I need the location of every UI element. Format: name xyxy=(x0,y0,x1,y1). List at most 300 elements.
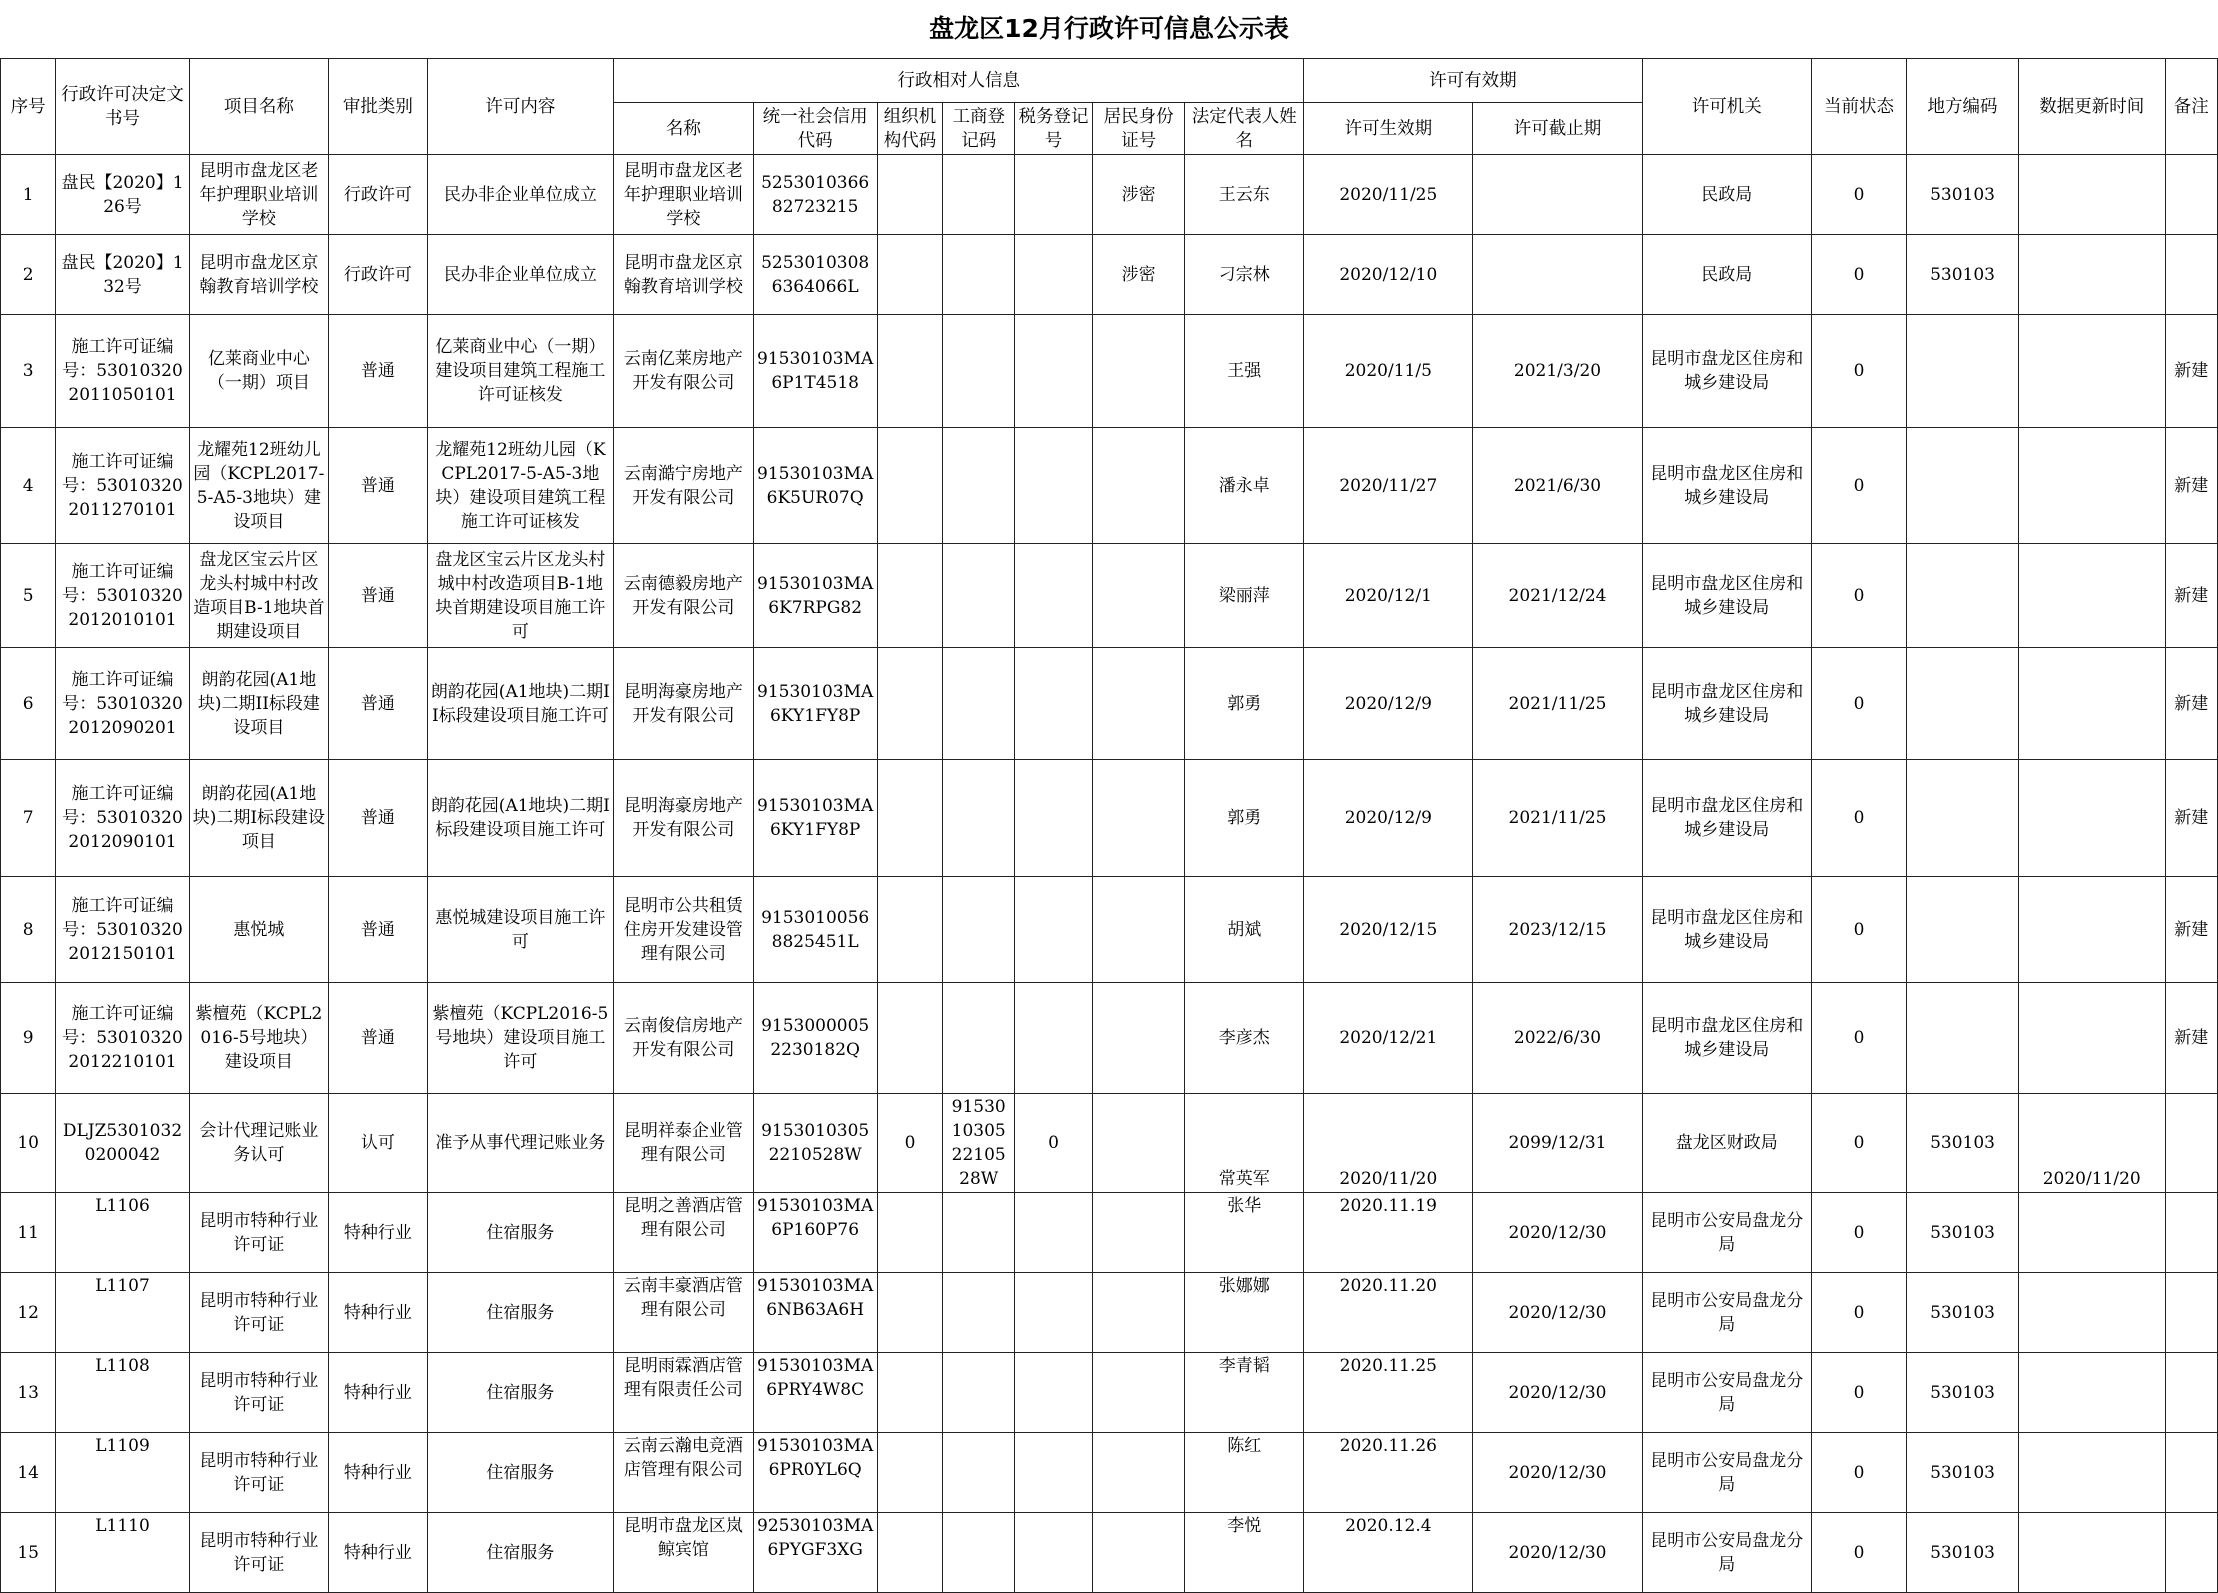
cell-project[interactable]: 昆明市盘龙区老年护理职业培训学校 xyxy=(189,155,328,235)
cell-authority[interactable]: 昆明市公安局盘龙分局 xyxy=(1642,1433,1811,1513)
cell-status[interactable]: 0 xyxy=(1811,1193,1906,1273)
license-table xyxy=(0,58,2218,1593)
cell-seq[interactable]: 13 xyxy=(1,1353,56,1433)
cell-authority[interactable]: 昆明市盘龙区住房和城乡建设局 xyxy=(1642,428,1811,544)
cell-tax-reg[interactable] xyxy=(1015,983,1093,1094)
cell-legal-rep[interactable]: 陈红 xyxy=(1185,1433,1304,1513)
cell-legal-rep[interactable]: 刁宗林 xyxy=(1185,235,1304,315)
cell-status[interactable]: 0 xyxy=(1811,155,1906,235)
cell-project[interactable]: 龙耀苑12班幼儿园（KCPL2017-5-A5-3地块）建设项目 xyxy=(189,428,328,544)
cell-remark[interactable] xyxy=(2165,1433,2217,1513)
cell-seq[interactable]: 7 xyxy=(1,760,56,877)
cell-credit-code[interactable]: 91530103MA6PR0YL6Q xyxy=(753,1433,877,1513)
cell-authority[interactable]: 昆明市盘龙区住房和城乡建设局 xyxy=(1642,315,1811,428)
cell-id-no[interactable] xyxy=(1093,877,1185,983)
cell-name[interactable]: 云南亿莱房地产开发有限公司 xyxy=(614,315,753,428)
cell-biz-reg[interactable] xyxy=(943,235,1015,315)
cell-valid-to[interactable]: 2021/3/20 xyxy=(1473,315,1642,428)
cell-status[interactable]: 0 xyxy=(1811,1094,1906,1193)
cell-legal-rep[interactable]: 潘永卓 xyxy=(1185,428,1304,544)
cell-doc-no[interactable]: 施工许可证编号：530103202012090201 xyxy=(56,648,189,760)
cell-content[interactable]: 盘龙区宝云片区龙头村城中村改造项目B-1地块首期建设项目施工许可 xyxy=(427,544,614,648)
cell-name[interactable]: 昆明市盘龙区老年护理职业培训学校 xyxy=(614,155,753,235)
cell-valid-to[interactable]: 2021/11/25 xyxy=(1473,648,1642,760)
cell-biz-reg[interactable] xyxy=(943,315,1015,428)
cell-content[interactable]: 住宿服务 xyxy=(427,1193,614,1273)
cell-biz-reg[interactable] xyxy=(943,1433,1015,1513)
cell-updated[interactable] xyxy=(2018,1273,2165,1353)
cell-authority[interactable]: 昆明市公安局盘龙分局 xyxy=(1642,1513,1811,1593)
cell-approval-type[interactable]: 普通 xyxy=(329,877,427,983)
header-id-no: 居民身份证号 xyxy=(1093,103,1185,155)
cell-remark[interactable]: 新建 xyxy=(2165,648,2217,760)
cell-tax-reg[interactable] xyxy=(1015,1353,1093,1433)
cell-project[interactable]: 亿莱商业中心（一期）项目 xyxy=(189,315,328,428)
cell-credit-code[interactable]: 525301036682723215 xyxy=(753,155,877,235)
cell-region-code[interactable]: 530103 xyxy=(1907,1353,2019,1433)
header-authority: 许可机关 xyxy=(1642,59,1811,155)
cell-org-code[interactable] xyxy=(877,877,943,983)
cell-legal-rep[interactable]: 梁丽萍 xyxy=(1185,544,1304,648)
cell-org-code[interactable] xyxy=(877,155,943,235)
cell-status[interactable]: 0 xyxy=(1811,1513,1906,1593)
cell-valid-from[interactable]: 2020/11/25 xyxy=(1304,155,1473,235)
table-row xyxy=(1,1193,2218,1273)
cell-name[interactable]: 云南丰豪酒店管理有限公司 xyxy=(614,1273,753,1353)
cell-authority[interactable]: 昆明市公安局盘龙分局 xyxy=(1642,1273,1811,1353)
cell-org-code[interactable] xyxy=(877,1273,943,1353)
cell-content[interactable]: 住宿服务 xyxy=(427,1273,614,1353)
cell-updated[interactable] xyxy=(2018,1193,2165,1273)
cell-legal-rep[interactable]: 李悦 xyxy=(1185,1513,1304,1593)
cell-content[interactable]: 朗韵花园(A1地块)二期I标段建设项目施工许可 xyxy=(427,760,614,877)
cell-seq[interactable]: 4 xyxy=(1,428,56,544)
cell-project[interactable]: 昆明市特种行业许可证 xyxy=(189,1433,328,1513)
cell-seq[interactable]: 15 xyxy=(1,1513,56,1593)
cell-region-code[interactable]: 530103 xyxy=(1907,1193,2019,1273)
cell-legal-rep[interactable]: 张娜娜 xyxy=(1185,1273,1304,1353)
cell-region-code[interactable]: 530103 xyxy=(1907,1273,2019,1353)
cell-approval-type[interactable]: 特种行业 xyxy=(329,1193,427,1273)
table-row xyxy=(1,428,2218,544)
cell-authority[interactable]: 盘龙区财政局 xyxy=(1642,1094,1811,1193)
cell-content[interactable]: 龙耀苑12班幼儿园（KCPL2017-5-A5-3地块）建设项目建筑工程施工许可证核发 xyxy=(427,428,614,544)
cell-id-no[interactable] xyxy=(1093,1433,1185,1513)
cell-id-no[interactable] xyxy=(1093,648,1185,760)
cell-authority[interactable]: 民政局 xyxy=(1642,155,1811,235)
cell-credit-code[interactable]: 91530103MA6P1T4518 xyxy=(753,315,877,428)
cell-updated[interactable] xyxy=(2018,1353,2165,1433)
cell-name[interactable]: 昆明海豪房地产开发有限公司 xyxy=(614,648,753,760)
cell-updated[interactable] xyxy=(2018,235,2165,315)
header-biz-reg: 工商登记码 xyxy=(943,103,1015,155)
cell-id-no[interactable] xyxy=(1093,1353,1185,1433)
cell-region-code[interactable]: 530103 xyxy=(1907,1513,2019,1593)
cell-region-code[interactable]: 530103 xyxy=(1907,1433,2019,1513)
cell-region-code[interactable] xyxy=(1907,648,2019,760)
cell-valid-from[interactable]: 2020/12/21 xyxy=(1304,983,1473,1094)
cell-updated[interactable] xyxy=(2018,760,2165,877)
cell-seq[interactable]: 12 xyxy=(1,1273,56,1353)
cell-content[interactable]: 准予从事代理记账业务 xyxy=(427,1094,614,1193)
cell-tax-reg[interactable] xyxy=(1015,1513,1093,1593)
cell-status[interactable]: 0 xyxy=(1811,1353,1906,1433)
cell-valid-to[interactable]: 2020/12/30 xyxy=(1473,1193,1642,1273)
cell-content[interactable]: 住宿服务 xyxy=(427,1353,614,1433)
cell-seq[interactable]: 10 xyxy=(1,1094,56,1193)
table-row xyxy=(1,1273,2218,1353)
cell-valid-to[interactable]: 2022/6/30 xyxy=(1473,983,1642,1094)
cell-approval-type[interactable]: 普通 xyxy=(329,760,427,877)
cell-legal-rep[interactable]: 常英军 xyxy=(1185,1094,1304,1193)
cell-approval-type[interactable]: 认可 xyxy=(329,1094,427,1193)
cell-tax-reg[interactable] xyxy=(1015,1193,1093,1273)
cell-doc-no[interactable]: DLJZ53010320200042 xyxy=(56,1094,189,1193)
cell-authority[interactable]: 昆明市公安局盘龙分局 xyxy=(1642,1353,1811,1433)
cell-tax-reg[interactable] xyxy=(1015,315,1093,428)
cell-tax-reg[interactable] xyxy=(1015,428,1093,544)
cell-valid-to[interactable]: 2020/12/30 xyxy=(1473,1273,1642,1353)
cell-valid-to[interactable]: 2021/6/30 xyxy=(1473,428,1642,544)
cell-region-code[interactable]: 530103 xyxy=(1907,155,2019,235)
cell-approval-type[interactable]: 普通 xyxy=(329,544,427,648)
cell-doc-no[interactable]: 盘民【2020】126号 xyxy=(56,155,189,235)
cell-valid-from[interactable]: 2020/12/9 xyxy=(1304,760,1473,877)
cell-doc-no[interactable]: 盘民【2020】132号 xyxy=(56,235,189,315)
cell-org-code[interactable] xyxy=(877,983,943,1094)
cell-name[interactable]: 云南德毅房地产开发有限公司 xyxy=(614,544,753,648)
cell-legal-rep[interactable]: 李青韬 xyxy=(1185,1353,1304,1433)
cell-remark[interactable] xyxy=(2165,235,2217,315)
table-row xyxy=(1,877,2218,983)
cell-updated[interactable] xyxy=(2018,428,2165,544)
cell-tax-reg[interactable] xyxy=(1015,877,1093,983)
cell-biz-reg[interactable] xyxy=(943,155,1015,235)
cell-project[interactable]: 昆明市盘龙区京翰教育培训学校 xyxy=(189,235,328,315)
cell-valid-to[interactable]: 2021/12/24 xyxy=(1473,544,1642,648)
cell-org-code[interactable]: 0 xyxy=(877,1094,943,1193)
cell-doc-no[interactable]: 施工许可证编号：530103202011270101 xyxy=(56,428,189,544)
cell-valid-from[interactable]: 2020/11/27 xyxy=(1304,428,1473,544)
cell-approval-type[interactable]: 行政许可 xyxy=(329,155,427,235)
cell-seq[interactable]: 8 xyxy=(1,877,56,983)
cell-name[interactable]: 云南澔宁房地产开发有限公司 xyxy=(614,428,753,544)
cell-legal-rep[interactable]: 李彦杰 xyxy=(1185,983,1304,1094)
cell-valid-from[interactable]: 2020/11/5 xyxy=(1304,315,1473,428)
cell-content[interactable]: 紫檀苑（KCPL2016-5号地块）建设项目施工许可 xyxy=(427,983,614,1094)
cell-authority[interactable]: 昆明市盘龙区住房和城乡建设局 xyxy=(1642,544,1811,648)
cell-legal-rep[interactable]: 胡斌 xyxy=(1185,877,1304,983)
cell-name[interactable]: 昆明祥泰企业管理有限公司 xyxy=(614,1094,753,1193)
cell-updated[interactable] xyxy=(2018,155,2165,235)
cell-name[interactable]: 昆明海豪房地产开发有限公司 xyxy=(614,760,753,877)
cell-remark[interactable]: 新建 xyxy=(2165,877,2217,983)
cell-biz-reg[interactable] xyxy=(943,1193,1015,1273)
cell-credit-code[interactable]: 91530103MA6PRY4W8C xyxy=(753,1353,877,1433)
cell-seq[interactable]: 2 xyxy=(1,235,56,315)
cell-doc-no[interactable]: 施工许可证编号：530103202011050101 xyxy=(56,315,189,428)
header-content: 许可内容 xyxy=(427,59,614,155)
cell-status[interactable]: 0 xyxy=(1811,315,1906,428)
cell-seq[interactable]: 1 xyxy=(1,155,56,235)
cell-remark[interactable]: 新建 xyxy=(2165,428,2217,544)
cell-tax-reg[interactable] xyxy=(1015,648,1093,760)
cell-status[interactable]: 0 xyxy=(1811,428,1906,544)
cell-credit-code[interactable]: 91530103MA6K7RPG82 xyxy=(753,544,877,648)
cell-id-no[interactable]: 涉密 xyxy=(1093,235,1185,315)
cell-org-code[interactable] xyxy=(877,1193,943,1273)
cell-approval-type[interactable]: 行政许可 xyxy=(329,235,427,315)
cell-valid-from[interactable]: 2020.11.20 xyxy=(1304,1273,1473,1353)
cell-id-no[interactable] xyxy=(1093,544,1185,648)
cell-doc-no[interactable]: L1106 xyxy=(56,1193,189,1273)
cell-updated[interactable] xyxy=(2018,877,2165,983)
cell-doc-no[interactable]: L1109 xyxy=(56,1433,189,1513)
cell-approval-type[interactable]: 特种行业 xyxy=(329,1433,427,1513)
cell-valid-from[interactable]: 2020.11.19 xyxy=(1304,1193,1473,1273)
cell-org-code[interactable] xyxy=(877,760,943,877)
cell-approval-type[interactable]: 普通 xyxy=(329,315,427,428)
cell-credit-code[interactable]: 91530000052230182Q xyxy=(753,983,877,1094)
cell-remark[interactable]: 新建 xyxy=(2165,760,2217,877)
cell-valid-to[interactable]: 2099/12/31 xyxy=(1473,1094,1642,1193)
cell-status[interactable]: 0 xyxy=(1811,1273,1906,1353)
cell-legal-rep[interactable]: 郭勇 xyxy=(1185,648,1304,760)
cell-region-code[interactable] xyxy=(1907,877,2019,983)
cell-valid-from[interactable]: 2020/12/9 xyxy=(1304,648,1473,760)
cell-legal-rep[interactable]: 郭勇 xyxy=(1185,760,1304,877)
cell-credit-code[interactable]: 91530103MA6KY1FY8P xyxy=(753,648,877,760)
cell-id-no[interactable] xyxy=(1093,1193,1185,1273)
cell-id-no[interactable] xyxy=(1093,1094,1185,1193)
cell-approval-type[interactable]: 普通 xyxy=(329,648,427,760)
cell-tax-reg[interactable]: 0 xyxy=(1015,1094,1093,1193)
cell-project[interactable]: 昆明市特种行业许可证 xyxy=(189,1353,328,1433)
cell-org-code[interactable] xyxy=(877,235,943,315)
cell-doc-no[interactable]: 施工许可证编号：530103202012010101 xyxy=(56,544,189,648)
cell-tax-reg[interactable] xyxy=(1015,544,1093,648)
cell-valid-to[interactable]: 2020/12/30 xyxy=(1473,1353,1642,1433)
cell-project[interactable]: 昆明市特种行业许可证 xyxy=(189,1273,328,1353)
cell-doc-no[interactable]: L1107 xyxy=(56,1273,189,1353)
cell-credit-code[interactable]: 52530103086364066L xyxy=(753,235,877,315)
cell-status[interactable]: 0 xyxy=(1811,544,1906,648)
cell-valid-from[interactable]: 2020/12/1 xyxy=(1304,544,1473,648)
cell-authority[interactable]: 昆明市公安局盘龙分局 xyxy=(1642,1193,1811,1273)
cell-authority[interactable]: 昆明市盘龙区住房和城乡建设局 xyxy=(1642,983,1811,1094)
cell-legal-rep[interactable]: 王云东 xyxy=(1185,155,1304,235)
cell-status[interactable]: 0 xyxy=(1811,235,1906,315)
cell-region-code[interactable] xyxy=(1907,428,2019,544)
cell-project[interactable]: 紫檀苑（KCPL2016-5号地块）建设项目 xyxy=(189,983,328,1094)
table-row xyxy=(1,235,2218,315)
cell-biz-reg[interactable] xyxy=(943,544,1015,648)
cell-project[interactable]: 会计代理记账业务认可 xyxy=(189,1094,328,1193)
cell-seq[interactable]: 5 xyxy=(1,544,56,648)
cell-remark[interactable] xyxy=(2165,1513,2217,1593)
header-approval-type: 审批类别 xyxy=(329,59,427,155)
cell-credit-code[interactable]: 91530103MA6P160P76 xyxy=(753,1193,877,1273)
cell-valid-to[interactable] xyxy=(1473,155,1642,235)
cell-seq[interactable]: 9 xyxy=(1,983,56,1094)
cell-doc-no[interactable]: 施工许可证编号：530103202012150101 xyxy=(56,877,189,983)
cell-project[interactable]: 朗韵花园(A1地块)二期I标段建设项目 xyxy=(189,760,328,877)
cell-biz-reg[interactable] xyxy=(943,1273,1015,1353)
cell-tax-reg[interactable] xyxy=(1015,235,1093,315)
cell-status[interactable]: 0 xyxy=(1811,983,1906,1094)
cell-biz-reg[interactable] xyxy=(943,983,1015,1094)
cell-seq[interactable]: 6 xyxy=(1,648,56,760)
cell-org-code[interactable] xyxy=(877,1353,943,1433)
header-counterparty-group: 行政相对人信息 xyxy=(614,59,1304,103)
cell-updated[interactable] xyxy=(2018,544,2165,648)
cell-approval-type[interactable]: 普通 xyxy=(329,428,427,544)
cell-authority[interactable]: 昆明市盘龙区住房和城乡建设局 xyxy=(1642,648,1811,760)
cell-legal-rep[interactable]: 王强 xyxy=(1185,315,1304,428)
cell-id-no[interactable] xyxy=(1093,1513,1185,1593)
cell-project[interactable]: 朗韵花园(A1地块)二期II标段建设项目 xyxy=(189,648,328,760)
cell-region-code[interactable]: 530103 xyxy=(1907,1094,2019,1193)
cell-valid-to[interactable]: 2021/11/25 xyxy=(1473,760,1642,877)
cell-project[interactable]: 盘龙区宝云片区龙头村城中村改造项目B-1地块首期建设项目 xyxy=(189,544,328,648)
cell-content[interactable]: 住宿服务 xyxy=(427,1513,614,1593)
header-valid-to: 许可截止期 xyxy=(1473,103,1642,155)
cell-approval-type[interactable]: 特种行业 xyxy=(329,1273,427,1353)
cell-biz-reg[interactable] xyxy=(943,1513,1015,1593)
cell-valid-to[interactable]: 2020/12/30 xyxy=(1473,1513,1642,1593)
cell-tax-reg[interactable] xyxy=(1015,1273,1093,1353)
cell-id-no[interactable] xyxy=(1093,1273,1185,1353)
cell-region-code[interactable]: 530103 xyxy=(1907,235,2019,315)
cell-project[interactable]: 惠悦城 xyxy=(189,877,328,983)
cell-remark[interactable] xyxy=(2165,1094,2217,1193)
cell-status[interactable]: 0 xyxy=(1811,877,1906,983)
cell-updated[interactable] xyxy=(2018,1433,2165,1513)
cell-name[interactable]: 云南俊信房地产开发有限公司 xyxy=(614,983,753,1094)
cell-doc-no[interactable]: L1108 xyxy=(56,1353,189,1433)
cell-updated[interactable] xyxy=(2018,983,2165,1094)
cell-credit-code[interactable]: 91530103052210528W xyxy=(753,1094,877,1193)
header-credit-code: 统一社会信用代码 xyxy=(753,103,877,155)
cell-seq[interactable]: 14 xyxy=(1,1433,56,1513)
cell-seq[interactable]: 11 xyxy=(1,1193,56,1273)
cell-approval-type[interactable]: 特种行业 xyxy=(329,1513,427,1593)
cell-org-code[interactable] xyxy=(877,428,943,544)
cell-id-no[interactable]: 涉密 xyxy=(1093,155,1185,235)
cell-name[interactable]: 云南云瀚电竞酒店管理有限公司 xyxy=(614,1433,753,1513)
cell-region-code[interactable] xyxy=(1907,983,2019,1094)
cell-credit-code[interactable]: 92530103MA6PYGF3XG xyxy=(753,1513,877,1593)
cell-approval-type[interactable]: 普通 xyxy=(329,983,427,1094)
cell-content[interactable]: 民办非企业单位成立 xyxy=(427,155,614,235)
cell-authority[interactable]: 昆明市盘龙区住房和城乡建设局 xyxy=(1642,760,1811,877)
cell-remark[interactable] xyxy=(2165,1193,2217,1273)
cell-biz-reg[interactable] xyxy=(943,877,1015,983)
cell-valid-to[interactable]: 2023/12/15 xyxy=(1473,877,1642,983)
cell-status[interactable]: 0 xyxy=(1811,1433,1906,1513)
cell-org-code[interactable] xyxy=(877,1513,943,1593)
cell-valid-to[interactable] xyxy=(1473,235,1642,315)
cell-content[interactable]: 亿莱商业中心（一期）建设项目建筑工程施工许可证核发 xyxy=(427,315,614,428)
cell-credit-code[interactable]: 91530103MA6KY1FY8P xyxy=(753,760,877,877)
cell-approval-type[interactable]: 特种行业 xyxy=(329,1353,427,1433)
cell-tax-reg[interactable] xyxy=(1015,760,1093,877)
table-row xyxy=(1,1094,2218,1193)
cell-name[interactable]: 昆明市盘龙区京翰教育培训学校 xyxy=(614,235,753,315)
cell-updated[interactable]: 2020/11/20 xyxy=(2018,1094,2165,1193)
cell-name[interactable]: 昆明雨霖酒店管理有限责任公司 xyxy=(614,1353,753,1433)
cell-project[interactable]: 昆明市特种行业许可证 xyxy=(189,1193,328,1273)
cell-remark[interactable] xyxy=(2165,1353,2217,1433)
cell-name[interactable]: 昆明市公共租赁住房开发建设管理有限公司 xyxy=(614,877,753,983)
cell-region-code[interactable] xyxy=(1907,544,2019,648)
cell-content[interactable]: 住宿服务 xyxy=(427,1433,614,1513)
cell-valid-to[interactable]: 2020/12/30 xyxy=(1473,1433,1642,1513)
cell-id-no[interactable] xyxy=(1093,983,1185,1094)
cell-doc-no[interactable]: 施工许可证编号：530103202012090101 xyxy=(56,760,189,877)
cell-org-code[interactable] xyxy=(877,544,943,648)
cell-content[interactable]: 朗韵花园(A1地块)二期II标段建设项目施工许可 xyxy=(427,648,614,760)
cell-remark[interactable]: 新建 xyxy=(2165,315,2217,428)
cell-authority[interactable]: 民政局 xyxy=(1642,235,1811,315)
cell-updated[interactable] xyxy=(2018,1513,2165,1593)
cell-project[interactable]: 昆明市特种行业许可证 xyxy=(189,1513,328,1593)
cell-org-code[interactable] xyxy=(877,648,943,760)
cell-id-no[interactable] xyxy=(1093,760,1185,877)
cell-doc-no[interactable]: 施工许可证编号：530103202012210101 xyxy=(56,983,189,1094)
cell-updated[interactable] xyxy=(2018,648,2165,760)
cell-content[interactable]: 民办非企业单位成立 xyxy=(427,235,614,315)
cell-tax-reg[interactable] xyxy=(1015,155,1093,235)
cell-updated[interactable] xyxy=(2018,315,2165,428)
cell-region-code[interactable] xyxy=(1907,315,2019,428)
cell-content[interactable]: 惠悦城建设项目施工许可 xyxy=(427,877,614,983)
cell-valid-from[interactable]: 2020.11.26 xyxy=(1304,1433,1473,1513)
cell-id-no[interactable] xyxy=(1093,428,1185,544)
cell-biz-reg[interactable]: 91530103052210528W xyxy=(943,1094,1015,1193)
cell-valid-from[interactable]: 2020/11/20 xyxy=(1304,1094,1473,1193)
cell-tax-reg[interactable] xyxy=(1015,1433,1093,1513)
cell-status[interactable]: 0 xyxy=(1811,760,1906,877)
cell-valid-from[interactable]: 2020/12/15 xyxy=(1304,877,1473,983)
cell-valid-from[interactable]: 2020.11.25 xyxy=(1304,1353,1473,1433)
cell-valid-from[interactable]: 2020/12/10 xyxy=(1304,235,1473,315)
cell-valid-from[interactable]: 2020.12.4 xyxy=(1304,1513,1473,1593)
cell-doc-no[interactable]: L1110 xyxy=(56,1513,189,1593)
cell-remark[interactable] xyxy=(2165,155,2217,235)
cell-legal-rep[interactable]: 张华 xyxy=(1185,1193,1304,1273)
cell-region-code[interactable] xyxy=(1907,760,2019,877)
cell-org-code[interactable] xyxy=(877,1433,943,1513)
cell-biz-reg[interactable] xyxy=(943,428,1015,544)
cell-authority[interactable]: 昆明市盘龙区住房和城乡建设局 xyxy=(1642,877,1811,983)
cell-biz-reg[interactable] xyxy=(943,1353,1015,1433)
cell-remark[interactable] xyxy=(2165,1273,2217,1353)
cell-credit-code[interactable]: 91530100568825451L xyxy=(753,877,877,983)
cell-biz-reg[interactable] xyxy=(943,760,1015,877)
cell-seq[interactable]: 3 xyxy=(1,315,56,428)
cell-credit-code[interactable]: 91530103MA6K5UR07Q xyxy=(753,428,877,544)
cell-name[interactable]: 昆明之善酒店管理有限公司 xyxy=(614,1193,753,1273)
cell-remark[interactable]: 新建 xyxy=(2165,544,2217,648)
cell-biz-reg[interactable] xyxy=(943,648,1015,760)
cell-credit-code[interactable]: 91530103MA6NB63A6H xyxy=(753,1273,877,1353)
cell-id-no[interactable] xyxy=(1093,315,1185,428)
cell-remark[interactable]: 新建 xyxy=(2165,983,2217,1094)
cell-name[interactable]: 昆明市盘龙区岚鲸宾馆 xyxy=(614,1513,753,1593)
cell-org-code[interactable] xyxy=(877,315,943,428)
cell-status[interactable]: 0 xyxy=(1811,648,1906,760)
